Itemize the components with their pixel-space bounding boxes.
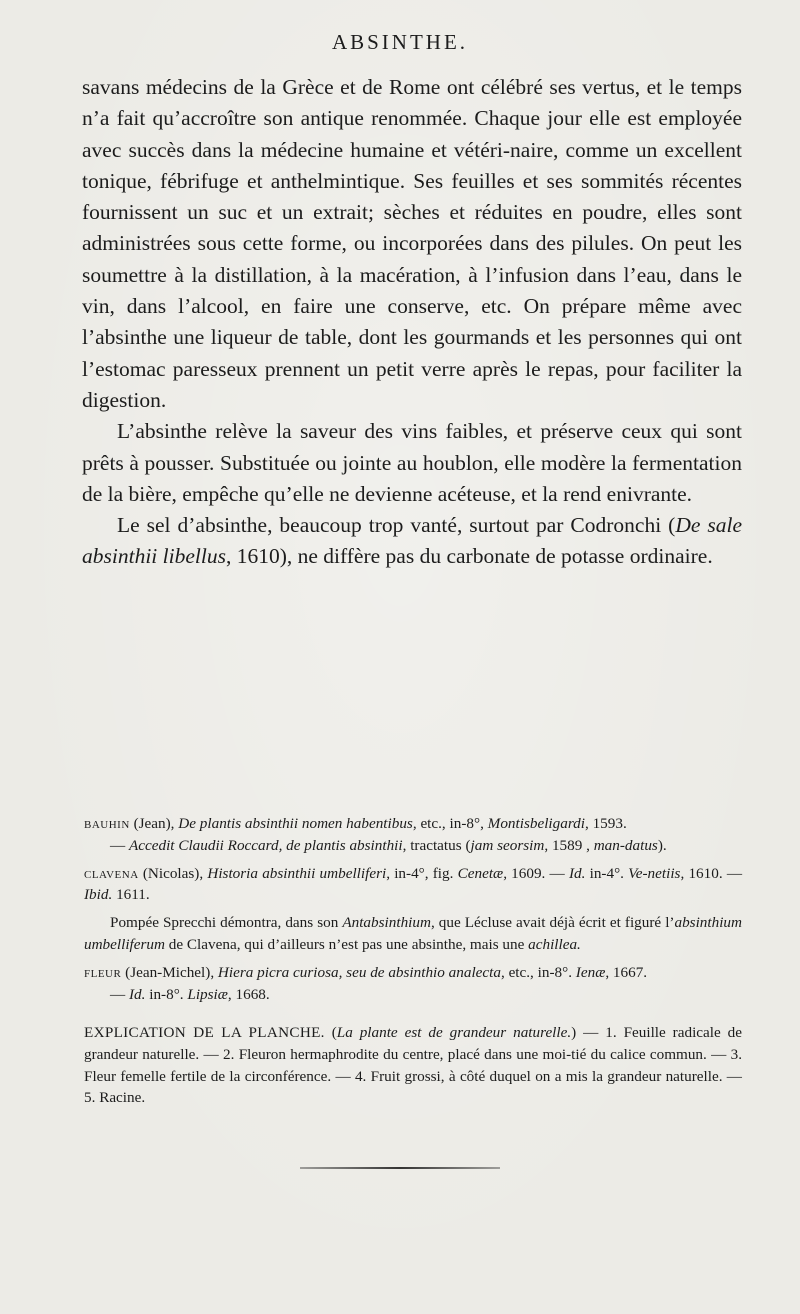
place: Cenetæ [457, 864, 504, 882]
plate-note: La plante est de grandeur naturelle. [336, 1024, 572, 1041]
author-first-name: (Jean-Michel), [125, 963, 215, 981]
paragraph [82, 510, 742, 573]
ref-text: , 1609. — [503, 864, 565, 882]
ref-note: jam seorsim [470, 836, 545, 854]
ref-text: , etc., in-8°, [412, 815, 484, 832]
paragraph: L’absinthe relève la saveur des vins faibles, et préserve ceux qui sont prêts à pousser. Substituée ou jointe au houblon, elle modère la fermentation de la bière, empêche qu’elle ne devienne acéteuse, et la rend enivrante. [82, 419, 742, 506]
ref-text: , 1593. [584, 815, 627, 832]
bibliography [84, 813, 742, 1011]
work-title: Accedit Claudii Roccard, de plantis absinthii [128, 836, 403, 854]
place: Ienæ [575, 963, 606, 981]
ref-text: de Clavena, qui d’ailleurs n’est pas une absinthe, mais une [165, 935, 525, 953]
author-name: fleur [84, 963, 122, 981]
paragraph-text: Le sel d’absinthe, beaucoup trop vanté, surtout par Codronchi ( [117, 513, 676, 538]
work-title: Historia absinthii umbelliferi [207, 864, 387, 882]
species-name: absinthium umbelliferum [84, 914, 742, 953]
bibliography-note [84, 912, 742, 956]
ref-text: , 1668. [227, 985, 270, 1003]
bibliography-entry [84, 962, 742, 1006]
plate-heading: EXPLICATION DE LA PLANCHE. [84, 1024, 325, 1041]
ref-note: Ibid. [84, 886, 113, 904]
end-rule [300, 1167, 500, 1169]
ref-note: man-datus [593, 836, 658, 854]
place: Lipsiæ [187, 985, 228, 1003]
author-name: clavena [84, 864, 139, 882]
ref-text: , in-4°, fig. [386, 864, 454, 882]
ref-text: , tractatus ( [402, 836, 471, 854]
ref-text: , etc., in-8°. [500, 963, 572, 981]
body-text [82, 72, 742, 573]
plate-text: ) — 1. Feuille radicale de grandeur naturelle. — 2. Fleuron hermaphrodite du centre, placé dans une moi-tié du calice commun. — 3. Fleur femelle fertile de la circonférence. — 4. Fruit grossi, à côté duquel on a mis la grandeur naturelle. — 5. Racine. [84, 1024, 742, 1107]
ref-note: Id. [568, 864, 586, 882]
author-first-name: (Jean), [133, 815, 175, 832]
bibliography-entry [84, 813, 742, 857]
work-title: Antabsinthium [342, 914, 431, 932]
author-name: bauhin [84, 815, 130, 832]
running-head: ABSINTHE. [331, 30, 469, 54]
ref-text: , que Lécluse avait déjà écrit et figuré l’ [430, 914, 675, 932]
bibliography-entry [84, 863, 742, 907]
ref-text: ). [657, 836, 667, 854]
ref-text: Pompée Sprecchi démontra, dans son [110, 914, 339, 932]
place: Montisbeligardi [487, 815, 585, 832]
ref-text: — [110, 985, 126, 1003]
ref-text: , 1589 , [544, 836, 590, 854]
book-title: De sale absinthii libellus [82, 513, 743, 569]
ref-text: — [110, 836, 129, 854]
work-title: Hiera picra curiosa, seu de absinthio analecta [217, 963, 501, 981]
ref-text: 1611. [112, 886, 150, 904]
paragraph: savans médecins de la Grèce et de Rome ont célébré ses vertus, et le temps n’a fait qu’accroître son antique renommée. Chaque jour elle est employée avec succès dans la médecine humaine et vétéri-naire, comme un excellent tonique, fébrifuge et anthelmintique. Ses feuilles et ses sommités récentes fournissent un suc et un extrait; sèches et réduites en poudre, elles sont administrées sous cette forme, ou incorporées dans des pilules. On peut les soumettre à la distillation, à la macération, à l’infusion dans l’eau, dans le vin, dans l’alcool, en faire une conserve, etc. On prépare même avec l’absinthe une liqueur de table, dont les gourmands et les personnes qui ont l’estomac paresseux prennent un petit verre après le repas, pour faciliter la digestion. [82, 75, 742, 412]
place: Ve-netiis [628, 864, 681, 882]
plate-text: ( [324, 1024, 337, 1041]
author-first-name: (Nicolas), [142, 864, 204, 882]
species-name: achillea. [528, 935, 581, 953]
work-title: De plantis absinthii nomen habentibus [178, 815, 413, 832]
ref-text: , 1667. [605, 963, 648, 981]
paragraph-text: , 1610), ne diffère pas du carbonate de potasse ordinaire. [225, 544, 713, 569]
ref-text: , 1610. — [680, 864, 743, 882]
ref-text: in-4°. [585, 864, 624, 882]
ref-text: in-8°. [145, 985, 184, 1003]
plate-explanation [84, 1022, 742, 1109]
ref-note: Id. [128, 985, 146, 1003]
